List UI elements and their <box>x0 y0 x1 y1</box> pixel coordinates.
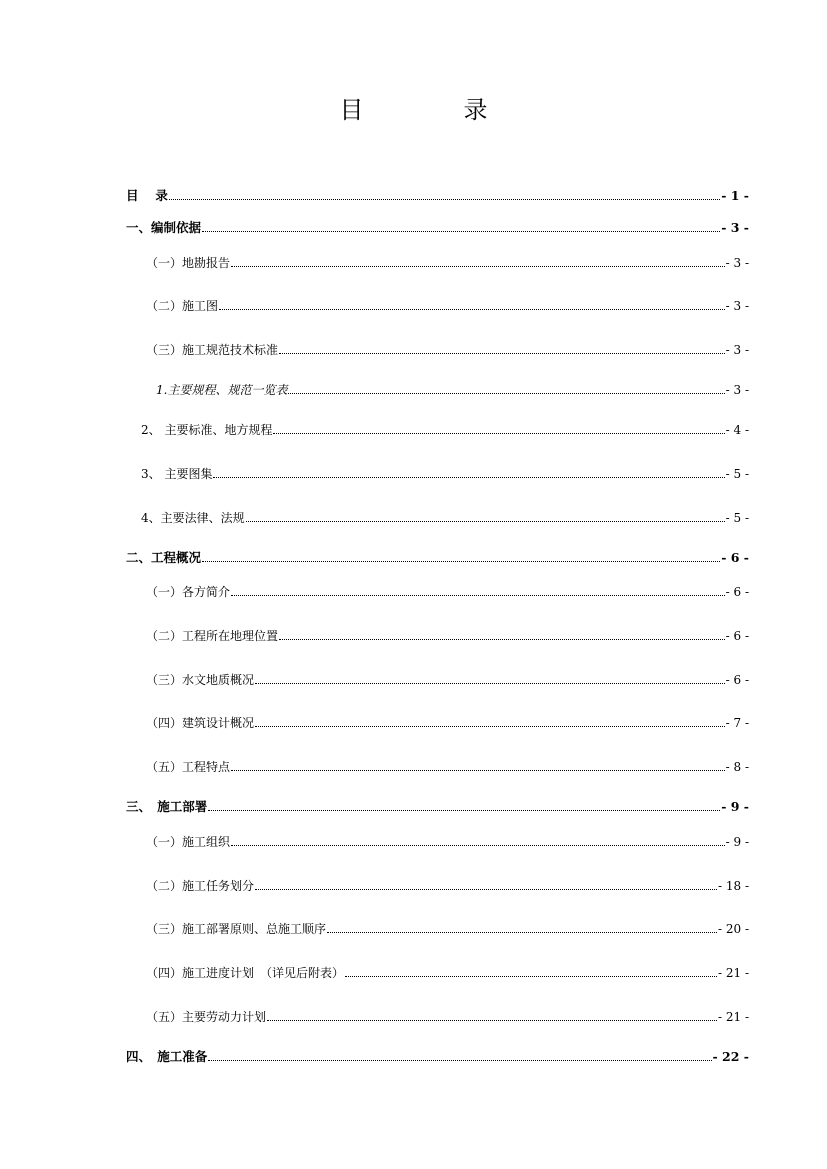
toc-entry-label: （一）施工组织 <box>146 835 231 849</box>
toc-page-number: - 3 - <box>725 299 749 313</box>
toc-entry-label: （一）地勘报告 <box>146 256 231 270</box>
toc-dot-leader <box>255 889 717 890</box>
toc-dot-leader <box>202 231 720 232</box>
toc-entry-label: （三）施工规范技术标准 <box>146 343 279 357</box>
toc-page-number: - 3 - <box>725 256 749 270</box>
toc-entry-label: 4、主要法律、法规 <box>141 511 245 525</box>
toc-entry-construction-drawings[interactable] <box>146 296 749 314</box>
toc-entry-labor-plan[interactable] <box>146 1007 749 1025</box>
toc-entry-label: 1.主要规程、规范一览表 <box>156 383 288 397</box>
toc-entry-construction-deployment[interactable] <box>126 797 749 815</box>
toc-dot-leader <box>208 810 720 811</box>
toc-page-number: - 1 - <box>721 188 749 203</box>
toc-page-number: - 3 - <box>725 343 749 357</box>
toc-dot-leader <box>327 932 717 933</box>
toc-page-number: - 6 - <box>725 673 749 687</box>
toc-entry-architecture-design[interactable] <box>146 713 749 731</box>
toc-page-number: - 6 - <box>725 629 749 643</box>
toc-dot-leader <box>267 1020 717 1021</box>
toc-dot-leader <box>231 595 725 596</box>
toc-page-number: - 3 - <box>721 220 749 235</box>
toc-entry-basis[interactable] <box>126 218 749 236</box>
toc-entry-label: 四、 施工准备 <box>126 1049 208 1064</box>
toc-page-number: - 5 - <box>725 467 749 481</box>
toc-entry-location[interactable] <box>146 626 749 644</box>
toc-page-number: - 9 - <box>721 799 749 814</box>
toc-page-number: - 21 - <box>717 1010 749 1024</box>
toc-entry-label: （五）工程特点 <box>146 760 231 774</box>
toc-dot-leader <box>279 353 725 354</box>
toc-dot-leader <box>255 726 725 727</box>
toc-entry-label: 2、 主要标准、地方规程 <box>141 423 273 437</box>
toc-page-number: - 4 - <box>725 423 749 437</box>
toc-page-number: - 22 - <box>712 1049 749 1064</box>
toc-page-number: - 6 - <box>721 550 749 565</box>
toc-page-number: - 9 - <box>725 835 749 849</box>
toc-page-number: - 6 - <box>725 585 749 599</box>
toc-entry-parties[interactable] <box>146 582 749 600</box>
toc-entry-construction-organization[interactable] <box>146 832 749 850</box>
toc-entry-label: （二）施工图 <box>146 299 219 313</box>
toc-entry-survey-report[interactable] <box>146 253 749 271</box>
toc-entry-technical-standards[interactable] <box>146 340 749 358</box>
toc-dot-leader <box>255 683 725 684</box>
toc-entry-project-overview[interactable] <box>126 548 749 566</box>
toc-entry-label: （三）施工部署原则、总施工顺序 <box>146 922 327 936</box>
toc-entry-label: 二、工程概况 <box>126 550 202 565</box>
toc-page-number: - 3 - <box>725 383 749 397</box>
toc-dot-leader <box>273 433 724 434</box>
toc-entry-task-division[interactable] <box>146 876 749 894</box>
toc-dot-leader <box>231 845 725 846</box>
toc-entry-progress-plan[interactable] <box>146 963 749 981</box>
toc-entry-label: （四）施工进度计划 （详见后附表） <box>146 966 345 980</box>
toc-entry-label: 一、编制依据 <box>126 220 202 235</box>
toc-entry-contents[interactable] <box>126 186 749 204</box>
toc-entry-construction-preparation[interactable] <box>126 1047 749 1065</box>
toc-dot-leader <box>202 561 720 562</box>
toc-page-number: - 21 - <box>717 966 749 980</box>
toc-entry-hydrogeology[interactable] <box>146 670 749 688</box>
toc-dot-leader <box>169 199 720 200</box>
toc-entry-label: （二）工程所在地理位置 <box>146 629 279 643</box>
toc-page-number: - 7 - <box>725 716 749 730</box>
toc-page-number: - 18 - <box>717 879 749 893</box>
toc-entry-label: （二）施工任务划分 <box>146 879 255 893</box>
toc-entry-label: 目 录 <box>126 188 168 203</box>
toc-entry-main-atlas[interactable] <box>141 464 749 482</box>
toc-dot-leader <box>279 639 725 640</box>
toc-dot-leader <box>231 770 725 771</box>
toc-entry-local-standards[interactable] <box>141 420 749 438</box>
toc-entry-label: （四）建筑设计概况 <box>146 716 255 730</box>
toc-entry-laws[interactable] <box>141 508 749 526</box>
toc-dot-leader <box>219 309 725 310</box>
toc-page-number: - 5 - <box>725 511 749 525</box>
toc-entry-label: （一）各方简介 <box>146 585 231 599</box>
toc-dot-leader <box>231 266 725 267</box>
toc-entry-label: 三、 施工部署 <box>126 799 208 814</box>
toc-entry-deployment-principles[interactable] <box>146 919 749 937</box>
page-title: 目 录 <box>339 96 526 124</box>
toc-dot-leader <box>345 976 717 977</box>
toc-page-number: - 8 - <box>725 760 749 774</box>
toc-entry-regulations-list[interactable] <box>156 380 749 398</box>
toc-dot-leader <box>208 1060 711 1061</box>
toc-dot-leader <box>288 393 724 394</box>
toc-entry-label: 3、 主要图集 <box>141 467 213 481</box>
toc-entry-label: （三）水文地质概况 <box>146 673 255 687</box>
toc-entry-project-features[interactable] <box>146 757 749 775</box>
toc-entry-label: （五）主要劳动力计划 <box>146 1010 267 1024</box>
toc-dot-leader <box>213 477 724 478</box>
toc-dot-leader <box>246 521 725 522</box>
toc-page-number: - 20 - <box>717 922 749 936</box>
